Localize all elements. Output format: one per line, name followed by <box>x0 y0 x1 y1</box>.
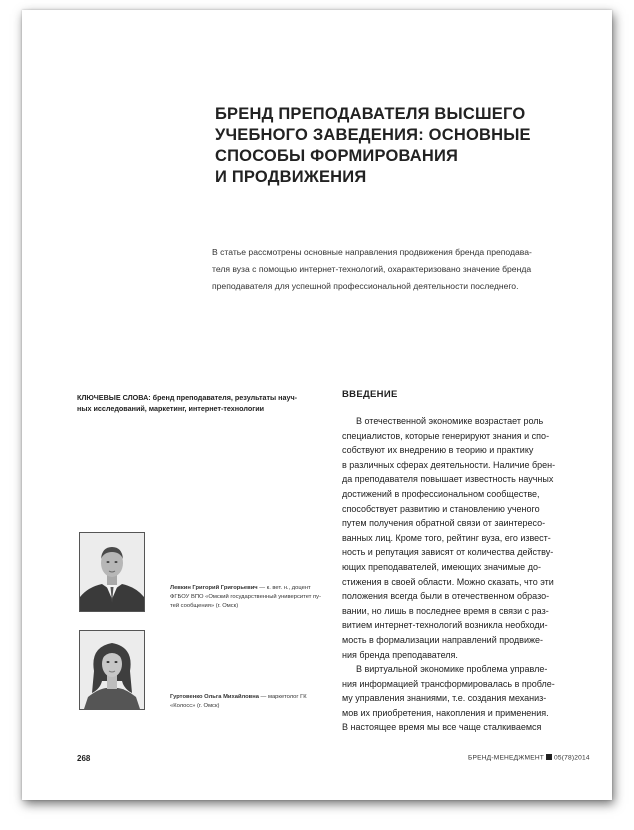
journal-page <box>22 10 612 800</box>
text-line: достижений в профессиональном сообществе, <box>342 488 540 499</box>
title-line: СПОСОБЫ ФОРМИРОВАНИЯ <box>215 147 459 165</box>
article-title <box>215 104 555 188</box>
keywords-line: КЛЮЧЕВЫЕ СЛОВА: бренд преподавателя, результаты науч- <box>77 393 298 402</box>
text-line: собствуют их внедрению в теорию и практику <box>342 445 534 456</box>
text-line: способствует развитию и становлению ученого <box>342 503 540 514</box>
text-line: да преподавателя повышает известность научных <box>342 474 554 485</box>
author-affiliation: тей сообщения» (г. Омск) <box>170 603 239 609</box>
text-line: мость в формализации направлений продвиже- <box>342 634 544 645</box>
text-line: ванных лиц. Кроме того, рейтинг вуза, его извест- <box>342 532 551 543</box>
author-affiliation: «Колосс» (г. Омск) <box>170 703 220 709</box>
author-position: — маркетолог ГК <box>258 694 307 700</box>
text-line: положения всегда были в отечественном образо- <box>342 591 550 602</box>
text-line: путем получения обратной связи от заинтересо- <box>342 518 546 529</box>
text-line: ния информацией трансформировалась в пробле- <box>342 678 555 689</box>
journal-footer <box>468 754 590 762</box>
keywords-block <box>77 392 327 414</box>
text-line: му управления знаниями, т.е. создания механиз- <box>342 693 547 704</box>
text-line: ющих преподавателей, имеющих значимые до- <box>342 561 541 572</box>
text-line: ния бренда преподавателя. <box>342 649 458 660</box>
author-name: Левкин Григорий Григорьевич <box>170 585 258 591</box>
abstract <box>212 244 587 295</box>
section-heading: ВВЕДЕНИЕ <box>342 389 398 400</box>
journal-name: БРЕНД-МЕНЕДЖМЕНТ <box>468 754 545 762</box>
square-bullet-icon <box>546 754 552 760</box>
text-line: мов их приобретения, накопления и применения. <box>342 707 549 718</box>
author-position: — к. вет. н., доцент <box>257 585 311 591</box>
text-line: В отечественной экономике возрастает роль <box>356 416 544 426</box>
text-line: стижения в своей области. Можно сказать, что эти <box>342 576 554 587</box>
abstract-line: теля вуза с помощью интернет-технологий, охарактеризовано значение бренда <box>212 264 532 274</box>
text-line: витием интернет-технологий возникла необходи- <box>342 620 548 631</box>
title-line: И ПРОДВИЖЕНИЯ <box>215 168 367 186</box>
text-line: В настоящее время мы все чаще сталкиваемся <box>342 722 542 733</box>
text-line: специалистов, которые генерируют знания и спо- <box>342 430 550 441</box>
author-info <box>170 584 350 611</box>
author-photo-male <box>79 532 145 612</box>
title-line: УЧЕБНОГО ЗАВЕДЕНИЯ: ОСНОВНЫЕ <box>215 126 531 144</box>
page-number: 268 <box>77 754 91 763</box>
journal-issue: 05(78)2014 <box>554 754 590 762</box>
text-line: вании, но лишь в последнее время в связи с раз- <box>342 605 549 616</box>
author-info <box>170 693 350 711</box>
author-photo-female <box>79 630 145 710</box>
text-line: ность и репутация зависят от количества действу- <box>342 547 554 558</box>
intro-text <box>342 414 602 735</box>
text-line: в различных сферах деятельности. Наличие брен- <box>342 459 556 470</box>
abstract-line: преподавателя для успешной профессиональной деятельности последнего. <box>212 281 519 291</box>
abstract-line: В статье рассмотрены основные направления продвижения бренда преподава- <box>212 247 532 257</box>
author-affiliation: ФГБОУ ВПО «Омский государственный университет пу- <box>170 594 321 600</box>
title-line: БРЕНД ПРЕПОДАВАТЕЛЯ ВЫСШЕГО <box>215 105 526 123</box>
keywords-line: ных исследований, маркетинг, интернет-технологии <box>77 404 265 413</box>
author-name: Гуртовенко Ольга Михайловна <box>170 694 259 700</box>
text-line: В виртуальной экономике проблема управле- <box>356 664 548 675</box>
